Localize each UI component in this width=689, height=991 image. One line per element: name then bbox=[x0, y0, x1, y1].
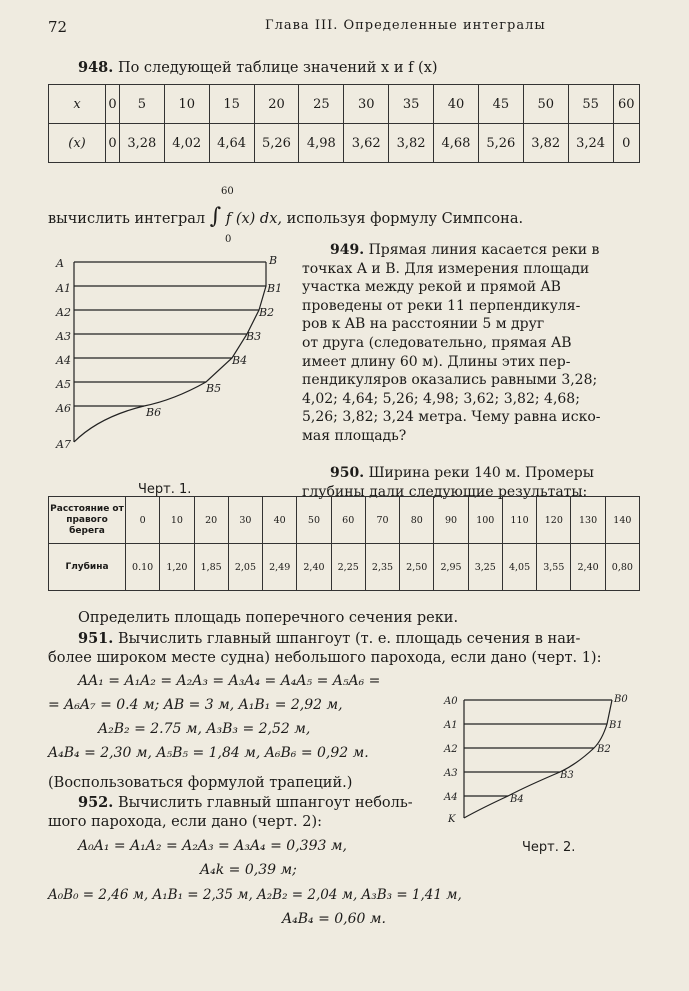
table-cell: 2,49 bbox=[263, 544, 297, 591]
table-cell: 15 bbox=[209, 85, 254, 124]
fig1-label-b2: B2 bbox=[259, 306, 275, 319]
table-cell: 4,05 bbox=[502, 544, 536, 591]
equation-952-4: A₄B₄ = 0,60 м. bbox=[282, 911, 386, 927]
table-cell: 1,85 bbox=[194, 544, 228, 591]
equation-951-2: = A₆A₇ = 0.4 м; AB = 3 м, A₁B₁ = 2,92 м, bbox=[48, 697, 343, 713]
text-line: участка между рекой и прямой AB bbox=[302, 279, 561, 296]
fig1-label-b3: B3 bbox=[246, 330, 262, 343]
equation-951-1: AA₁ = A₁A₂ = A₂A₃ = A₃A₄ = A₄A₅ = A₅A₆ = bbox=[78, 673, 381, 689]
row-header-cell: Расстояние от правого берега bbox=[49, 497, 126, 544]
table-cell: 3,55 bbox=[537, 544, 571, 591]
fig2-label-a1: A1 bbox=[444, 720, 458, 731]
text-line: глубины дали следующие результаты: bbox=[302, 483, 588, 500]
table-cell: 50 bbox=[297, 497, 331, 544]
problem-number: 952. bbox=[78, 794, 114, 811]
table-cell: 3,28 bbox=[119, 124, 164, 163]
text-line: Вычислить главный шпангоут неболь- bbox=[117, 795, 413, 811]
table-cell: 4,02 bbox=[164, 124, 209, 163]
table-cell: 20 bbox=[254, 85, 299, 124]
table-cell: 70 bbox=[365, 497, 399, 544]
text-line: имеет длину 60 м). Длины этих пер- bbox=[302, 353, 571, 370]
compute-prefix: вычислить интеграл bbox=[48, 211, 206, 227]
table-cell: 0 bbox=[126, 497, 160, 544]
fig1-label-a: A bbox=[56, 257, 64, 270]
table-cell: 80 bbox=[400, 497, 434, 544]
fig1-label-b: B bbox=[269, 254, 278, 267]
table-cell: 40 bbox=[263, 497, 297, 544]
equation-952-3: A₀B₀ = 2,46 м, A₁B₁ = 2,35 м, A₂B₂ = 2,04 м, A₃B₃ = 1,41 м, bbox=[48, 887, 462, 903]
text-line: шого парохода, если дано (черт. 2): bbox=[48, 814, 323, 830]
integral-upper-limit: 60 bbox=[221, 186, 234, 197]
table-cell: 2,50 bbox=[400, 544, 434, 591]
text-line: Вычислить главный шпангоут (т. е. площадь сечения в наи- bbox=[117, 631, 581, 647]
text-line: точках A и B. Для измерения площади bbox=[302, 260, 590, 277]
table-cell: 5,26 bbox=[478, 124, 523, 163]
table-cell: 2,35 bbox=[365, 544, 399, 591]
text-line: проведены от реки 11 перпендикуля- bbox=[302, 297, 581, 314]
fig2-label-b2: B2 bbox=[597, 744, 611, 755]
problem-952 bbox=[48, 793, 418, 832]
problem-951-note: (Воспользоваться формулой трапеций.) bbox=[48, 775, 353, 791]
problem-text: По следующей таблице значений x и f (x) bbox=[117, 60, 438, 76]
table-cell: 90 bbox=[434, 497, 468, 544]
page-number: 72 bbox=[48, 18, 68, 36]
table-cell: 0 bbox=[106, 85, 120, 124]
problem-948-task bbox=[48, 204, 524, 229]
fig1-label-a7: A7 bbox=[56, 438, 71, 451]
equation-952-2: A₄k = 0,39 м; bbox=[200, 862, 297, 878]
fig2-label-k: K bbox=[448, 814, 456, 825]
text-line: 4,02; 4,64; 5,26; 4,98; 3,62; 3,82; 4,68; bbox=[302, 390, 580, 407]
table-cell: 4,68 bbox=[434, 124, 479, 163]
fig1-label-b6: B6 bbox=[146, 406, 162, 419]
table-cell: 2,40 bbox=[297, 544, 331, 591]
problem-948-intro bbox=[78, 58, 438, 78]
values-table-948 bbox=[48, 84, 640, 163]
table-cell: 25 bbox=[299, 85, 344, 124]
table-cell: 0 bbox=[106, 124, 120, 163]
table-cell: x bbox=[49, 85, 106, 124]
table-cell: 5 bbox=[119, 85, 164, 124]
problem-number: 950. bbox=[330, 465, 365, 481]
problem-951 bbox=[48, 629, 640, 668]
problem-950-task: Определить площадь поперечного сечения реки. bbox=[78, 610, 459, 626]
figure-1 bbox=[54, 252, 294, 462]
equation-951-4: A₄B₄ = 2,30 м, A₅B₅ = 1,84 м, A₆B₆ = 0,92 м. bbox=[48, 745, 369, 761]
table-row bbox=[49, 497, 640, 544]
equation-951-3: A₂B₂ = 2.75 м, A₃B₃ = 2,52 м, bbox=[98, 721, 311, 737]
table-cell: 130 bbox=[571, 497, 605, 544]
table-cell: 0,80 bbox=[605, 544, 639, 591]
text-line: пендикуляров оказались равными 3,28; bbox=[302, 372, 598, 389]
table-cell: 10 bbox=[164, 85, 209, 124]
fig2-label-b1: B1 bbox=[609, 720, 623, 731]
table-cell: 3,82 bbox=[389, 124, 434, 163]
fig2-label-b4: B4 bbox=[510, 794, 524, 805]
fig1-label-a3: A3 bbox=[56, 330, 71, 343]
problem-number: 949. bbox=[330, 242, 365, 258]
fig1-label-a1: A1 bbox=[56, 282, 71, 295]
integrand: f (x) dx, bbox=[225, 211, 282, 227]
fig2-label-a3: A3 bbox=[444, 768, 458, 779]
table-cell: 3,62 bbox=[344, 124, 389, 163]
table-row bbox=[49, 124, 640, 163]
problem-number: 951. bbox=[78, 630, 114, 647]
table-cell: 1,20 bbox=[160, 544, 194, 591]
fig1-label-a6: A6 bbox=[56, 402, 71, 415]
problem-number: 948. bbox=[78, 59, 114, 76]
table-row bbox=[49, 85, 640, 124]
text-line: ров к AB на расстоянии 5 м друг bbox=[302, 316, 545, 333]
table-cell: 140 bbox=[605, 497, 639, 544]
text-line: Прямая линия касается реки в bbox=[368, 242, 600, 258]
fig2-label-b0: B0 bbox=[614, 694, 628, 705]
table-cell: 110 bbox=[502, 497, 536, 544]
table-cell: 55 bbox=[568, 85, 613, 124]
table-cell: 40 bbox=[434, 85, 479, 124]
fig1-label-a4: A4 bbox=[56, 354, 71, 367]
table-cell: 60 bbox=[331, 497, 365, 544]
table-cell: (x) bbox=[49, 124, 106, 163]
table-cell: 3,24 bbox=[568, 124, 613, 163]
text-line: мая площадь? bbox=[302, 427, 407, 444]
table-cell: 4,64 bbox=[209, 124, 254, 163]
table-cell: 30 bbox=[228, 497, 262, 544]
integral-lower-limit: 0 bbox=[225, 234, 232, 245]
table-cell: 30 bbox=[344, 85, 389, 124]
table-cell: 20 bbox=[194, 497, 228, 544]
chapter-title: Глава III. Определенные интегралы bbox=[265, 18, 546, 33]
table-cell: 3,82 bbox=[523, 124, 568, 163]
table-cell: 60 bbox=[613, 85, 639, 124]
table-cell: 2,25 bbox=[331, 544, 365, 591]
text-line: 5,26; 3,82; 3,24 метра. Чему равна иско- bbox=[302, 409, 601, 426]
depth-table-950 bbox=[48, 496, 640, 591]
row-header-cell: Глубина bbox=[49, 544, 126, 591]
problem-949 bbox=[302, 241, 640, 446]
table-cell: 3,25 bbox=[468, 544, 502, 591]
fig2-label-a2: A2 bbox=[444, 744, 458, 755]
table-cell: 5,26 bbox=[254, 124, 299, 163]
fig2-label-a0: A0 bbox=[444, 696, 458, 707]
fig2-label-a4: A4 bbox=[444, 792, 458, 803]
table-cell: 4,98 bbox=[299, 124, 344, 163]
table-cell: 35 bbox=[389, 85, 434, 124]
integral-sign: ∫ bbox=[209, 204, 222, 229]
fig2-label-b3: B3 bbox=[560, 770, 574, 781]
table-cell: 2,05 bbox=[228, 544, 262, 591]
table-cell: 120 bbox=[537, 497, 571, 544]
text-line: от друга (следовательно, прямая AB bbox=[302, 334, 572, 351]
fig1-label-a5: A5 bbox=[56, 378, 71, 391]
compute-suffix: используя формулу Симпсона. bbox=[286, 211, 524, 227]
table-cell: 100 bbox=[468, 497, 502, 544]
table-cell: 10 bbox=[160, 497, 194, 544]
equation-952-1: A₀A₁ = A₁A₂ = A₂A₃ = A₃A₄ = 0,393 м, bbox=[78, 838, 347, 854]
table-cell: 2,95 bbox=[434, 544, 468, 591]
fig1-label-b5: B5 bbox=[206, 382, 222, 395]
text-line: Ширина реки 140 м. Промеры bbox=[368, 465, 594, 481]
fig1-label-b1: B1 bbox=[267, 282, 283, 295]
figure-2-caption: Черт. 2. bbox=[522, 840, 576, 855]
table-cell: 0 bbox=[613, 124, 639, 163]
fig1-label-b4: B4 bbox=[232, 354, 248, 367]
figure-2 bbox=[442, 690, 652, 830]
table-cell: 0.10 bbox=[126, 544, 160, 591]
figure-1-caption: Черт. 1. bbox=[138, 482, 192, 497]
fig1-label-a2: A2 bbox=[56, 306, 71, 319]
table-cell: 45 bbox=[478, 85, 523, 124]
text-line: более широком месте судна) небольшого парохода, если дано (черт. 1): bbox=[48, 650, 602, 666]
table-row bbox=[49, 544, 640, 591]
table-cell: 50 bbox=[523, 85, 568, 124]
table-cell: 2,40 bbox=[571, 544, 605, 591]
